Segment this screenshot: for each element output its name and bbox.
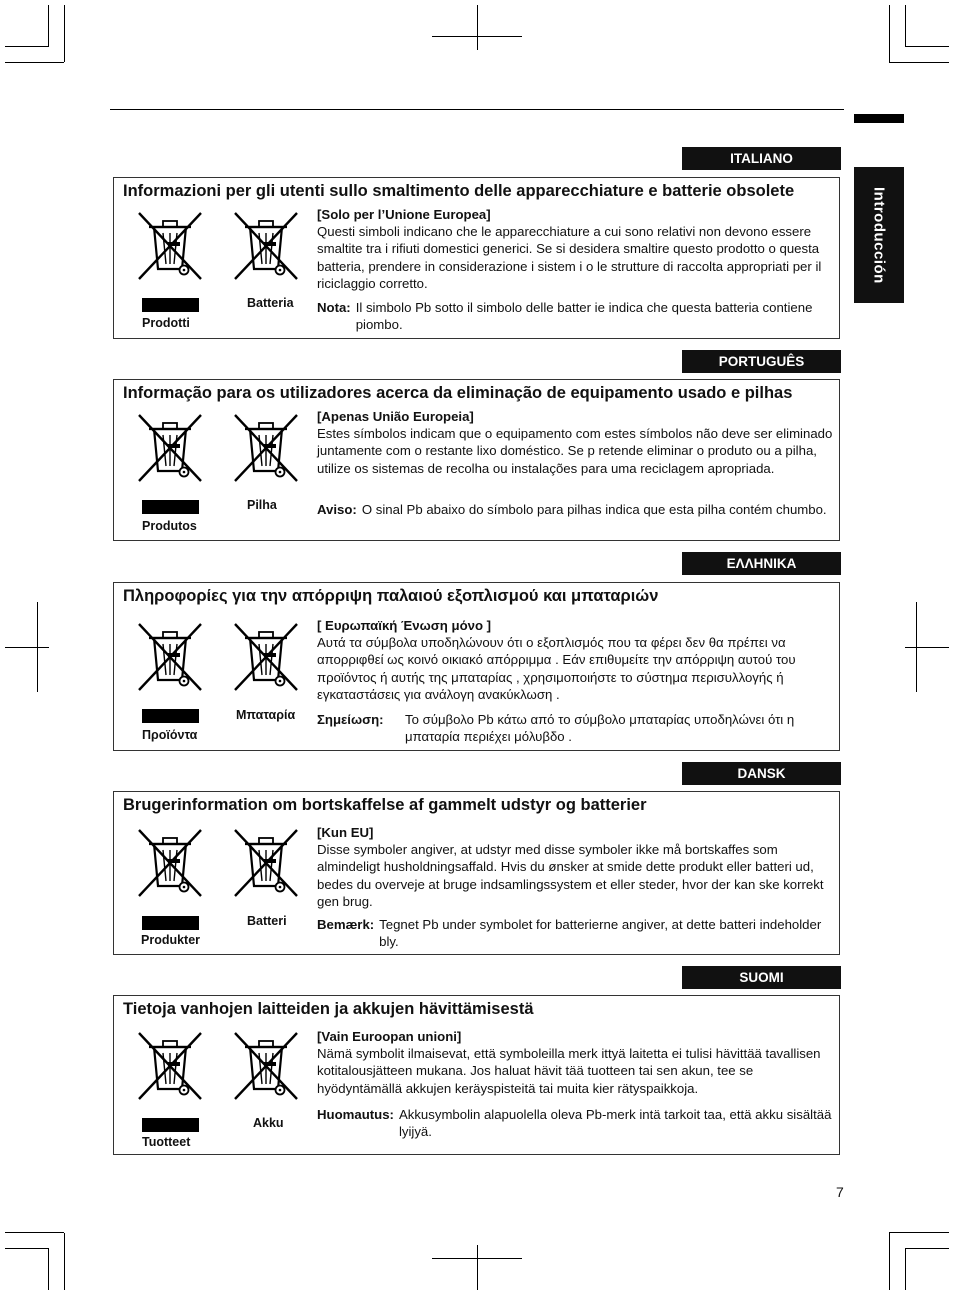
section-body: Estes símbolos indicam que o equipamento com estes símbolos não deve ser eliminado juntamente com o restante lixo doméstico. Se p retende eliminar o produto ou a pilha, utilize os sistemas de recolha ou instalações para uma reciclagem apropriada. [317, 426, 833, 476]
crossed-bin-battery-icon [231, 826, 301, 900]
crossed-bin-battery-icon [231, 620, 301, 694]
section-note [317, 916, 835, 950]
note-label: Σημείωση: [317, 712, 384, 727]
page-number: 7 [836, 1184, 844, 1200]
product-label: Prodotti [142, 316, 190, 330]
language-tag: SUOMI [682, 966, 841, 989]
note-label: Huomautus: [317, 1107, 394, 1122]
language-tag: ΕΛΛΗΝΙΚΑ [682, 552, 841, 575]
section-text [317, 1028, 833, 1097]
side-tab [854, 167, 904, 303]
note-label: Bemærk: [317, 917, 375, 932]
product-marking-bar [142, 298, 199, 312]
header-rule [110, 109, 844, 110]
battery-label: Μπαταρία [236, 708, 296, 722]
section-body: Αυτά τα σύμβολα υποδηλώνουν ότι ο εξοπλισμός που τα φέρει δεν θα πρέπει να απορριφθεί ως κοινό οικιακό απόρριμμα . Εάν επιθυμείτε την απόρριψη αυτού του προϊόντος ή αυτής της μπαταρίας , χρησιμοποιήστε το σύστημα περισυλλογής ή εγκαταστάσεις για ανάλογη ανακύκλωση . [317, 635, 796, 702]
note-text: Το σύμβολο Pb κάτω από το σύμβολο μπαταρίας υποδηλώνει ότι η μπαταρία περιέχει μόλυβδο . [405, 712, 795, 745]
side-marker [854, 114, 904, 123]
crossed-bin-product-icon [135, 620, 205, 694]
section-heading: [Solo per l’Unione Europea] [317, 207, 491, 222]
section-body: Questi simboli indicano che le apparecchiature a cui sono relativi non devono essere smaltite tra i rifiuti domestici generici. Se si desidera smaltire questo prodotto o questa batteria, prendere in considerazione i sistem i o le strutture di raccolta appropriati per il riciclaggio corretto. [317, 224, 822, 291]
section-ellinika [113, 582, 840, 751]
section-heading: [Vain Euroopan unioni] [317, 1029, 462, 1044]
section-text [317, 408, 833, 477]
battery-label: Akku [253, 1116, 284, 1130]
side-tab-label: Introducción [870, 186, 888, 284]
section-heading: [Kun EU] [317, 825, 374, 840]
section-text [317, 206, 833, 292]
crossed-bin-product-icon [135, 411, 205, 485]
crossed-bin-product-icon [135, 826, 205, 900]
product-marking-bar [142, 709, 199, 723]
language-tag: ITALIANO [682, 147, 841, 170]
section-title: Tietoja vanhojen laitteiden ja akkujen hävittämisestä [123, 1000, 534, 1018]
section-heading: [ Ευρωπαϊκή Ένωση μόνο ] [317, 618, 492, 633]
note-text: Akkusymbolin alapuolella oleva Pb-merk intä tarkoit taa, että akku sisältää lyijyä. [398, 1107, 832, 1140]
product-label: Προϊόντα [142, 728, 198, 742]
section-suomi [113, 995, 840, 1155]
section-title: Informação para os utilizadores acerca da eliminação de equipamento usado e pilhas [123, 384, 793, 402]
section-body: Nämä symbolit ilmaisevat, että symboleilla merk ittyä laitetta ei tulisi hävittää tavallisen kotitalousjätteen mukana. Jos haluat hävit tää tuotteen tai sen akun, tee se hyödyntämällä akkujen keräyspisteitä tai muita kier rätyspaikkoja. [317, 1046, 821, 1096]
language-tag: PORTUGUÊS [682, 350, 841, 373]
product-label: Produtos [142, 519, 197, 533]
crossed-bin-battery-icon [231, 209, 301, 283]
battery-label: Batteria [247, 296, 294, 310]
section-note [317, 299, 835, 333]
section-body: Disse symboler angiver, at udstyr med disse symboler ikke må bortskaffes som almindeligt husholdningsaffald. Hvis du ønsker at smide dette produkt eller batteri ud, bedes du overveje at bruge indsamlingssystem et eller steder, hvor der kan ske korrekt gen brug. [317, 842, 824, 909]
crossed-bin-battery-icon [231, 411, 301, 485]
product-marking-bar [142, 1118, 199, 1132]
product-label: Produkter [141, 933, 201, 947]
section-note [317, 1106, 835, 1140]
product-marking-bar [142, 916, 199, 930]
section-text [317, 617, 833, 703]
section-heading: [Apenas União Europeia] [317, 409, 474, 424]
product-marking-bar [142, 500, 199, 514]
section-note [317, 501, 835, 518]
battery-label: Pilha [247, 498, 277, 512]
section-dansk [113, 791, 840, 955]
battery-label: Batteri [247, 914, 287, 928]
note-text: O sinal Pb abaixo do símbolo para pilhas indica que esta pilha contém chumbo. [361, 502, 827, 517]
section-title: Πληροφορίες για την απόρριψη παλαιού εξοπλισμού και μπαταριών [123, 587, 659, 605]
note-label: Nota: [317, 300, 351, 315]
section-text [317, 824, 833, 910]
note-text: Il simbolo Pb sotto il simbolo delle batter ie indica che questa batteria contiene piombo. [355, 300, 813, 333]
crossed-bin-product-icon [135, 1029, 205, 1103]
crossed-bin-battery-icon [231, 1029, 301, 1103]
note-label: Aviso: [317, 502, 357, 517]
section-note [317, 711, 835, 745]
section-title: Brugerinformation om bortskaffelse af gammelt udstyr og batterier [123, 796, 647, 814]
crossed-bin-product-icon [135, 209, 205, 283]
note-text: Tegnet Pb under symbolet for batterierne angiver, at dette batteri indeholder bly. [379, 917, 822, 950]
section-portugues [113, 379, 840, 541]
section-italiano [113, 177, 840, 339]
section-title: Informazioni per gli utenti sullo smaltimento delle apparecchiature e batterie obsolete [123, 182, 795, 200]
language-tag: DANSK [682, 762, 841, 785]
product-label: Tuotteet [142, 1135, 191, 1149]
